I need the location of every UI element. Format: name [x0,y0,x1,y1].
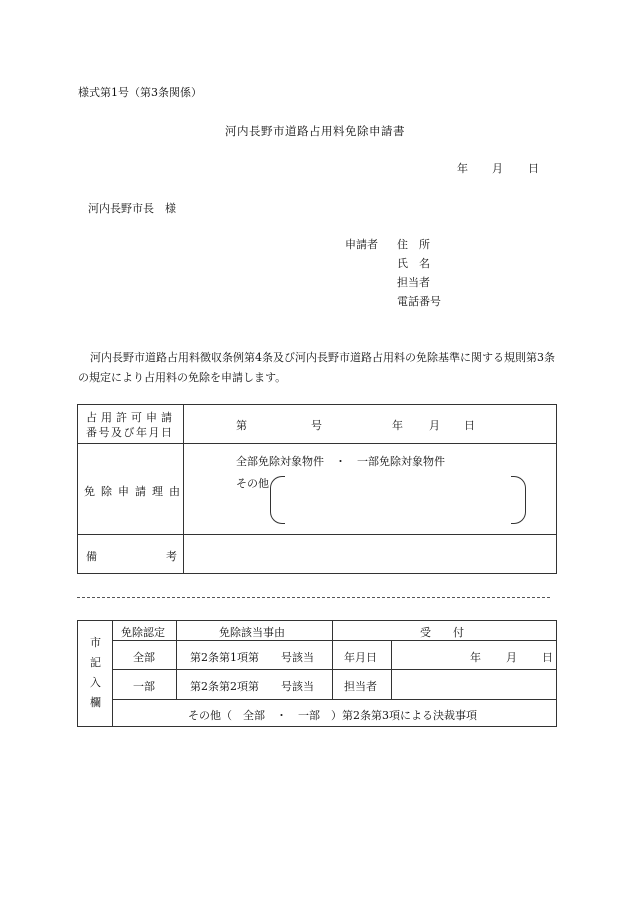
application-table [77,404,557,574]
other-reason-bracket-left [270,476,285,524]
other-decision-item: その他（ 全部 ・ 一部 ）第2条第3項による決裁事項 [188,709,477,722]
city-entry-label-char: 記 [90,656,101,669]
header-approval: 免除認定 [121,626,165,639]
table-divider [78,443,556,444]
table-divider [112,699,556,700]
exemption-reason-label: 免除申請理由 [84,485,186,498]
header-reason: 免除該当事由 [219,626,285,639]
date-month: 月 [492,162,503,175]
permit-year: 年 [392,419,403,432]
applicant-address-label: 住 所 [397,238,430,251]
applicant-contact-label: 担当者 [397,276,430,289]
reason-partial: 第2条第2項第 号該当 [190,680,314,693]
permit-go: 号 [311,419,322,432]
receipt-year: 年 [470,651,481,664]
applicant-label: 申請者 [345,238,378,251]
cut-line-separator [77,597,550,598]
remarks-label-right: 考 [166,550,177,563]
permit-number-label-line1: 占用許可申請 [86,411,176,424]
other-reason-bracket-right [511,476,526,524]
permit-day: 日 [464,419,475,432]
exemption-options: 全部免除対象物件 ・ 一部免除対象物件 [236,455,445,468]
exemption-other-label: その他 [236,477,269,490]
receipt-staff-label: 担当者 [344,680,377,693]
approval-partial: 一部 [133,680,155,693]
addressee: 河内長野市長 様 [88,202,176,215]
table-divider [176,621,177,699]
remarks-label-left: 備 [86,550,97,563]
permit-month: 月 [429,419,440,432]
city-entry-label-char: 入 [90,676,101,689]
table-divider [332,621,333,699]
header-receipt: 受 付 [420,626,464,639]
receipt-day: 日 [542,651,553,664]
application-statement: 河内長野市道路占用料徴収条例第4条及び河内長野市道路占用料の免除基準に関する規則第3条の規定により占用料の免除を申請します。 [78,351,555,384]
receipt-date-label: 年月日 [344,651,377,664]
city-use-table [77,620,557,727]
city-entry-label-char: 欄 [90,696,101,709]
table-divider [112,669,556,670]
date-day: 日 [528,162,539,175]
applicant-phone-label: 電話番号 [397,295,441,308]
applicant-name-label: 氏 名 [397,257,430,270]
table-divider [112,621,113,726]
document-title: 河内長野市道路占用料免除申請書 [225,124,405,138]
table-divider [112,640,556,641]
date-year: 年 [457,162,468,175]
approval-full: 全部 [133,651,155,664]
receipt-month: 月 [506,651,517,664]
reason-full: 第2条第1項第 号該当 [190,651,314,664]
table-divider [78,534,556,535]
permit-number-label-line2: 番号及び年月日 [86,426,174,439]
city-entry-label-char: 市 [90,636,101,649]
permit-dai: 第 [236,419,247,432]
form-number: 様式第1号（第3条関係） [78,86,202,99]
